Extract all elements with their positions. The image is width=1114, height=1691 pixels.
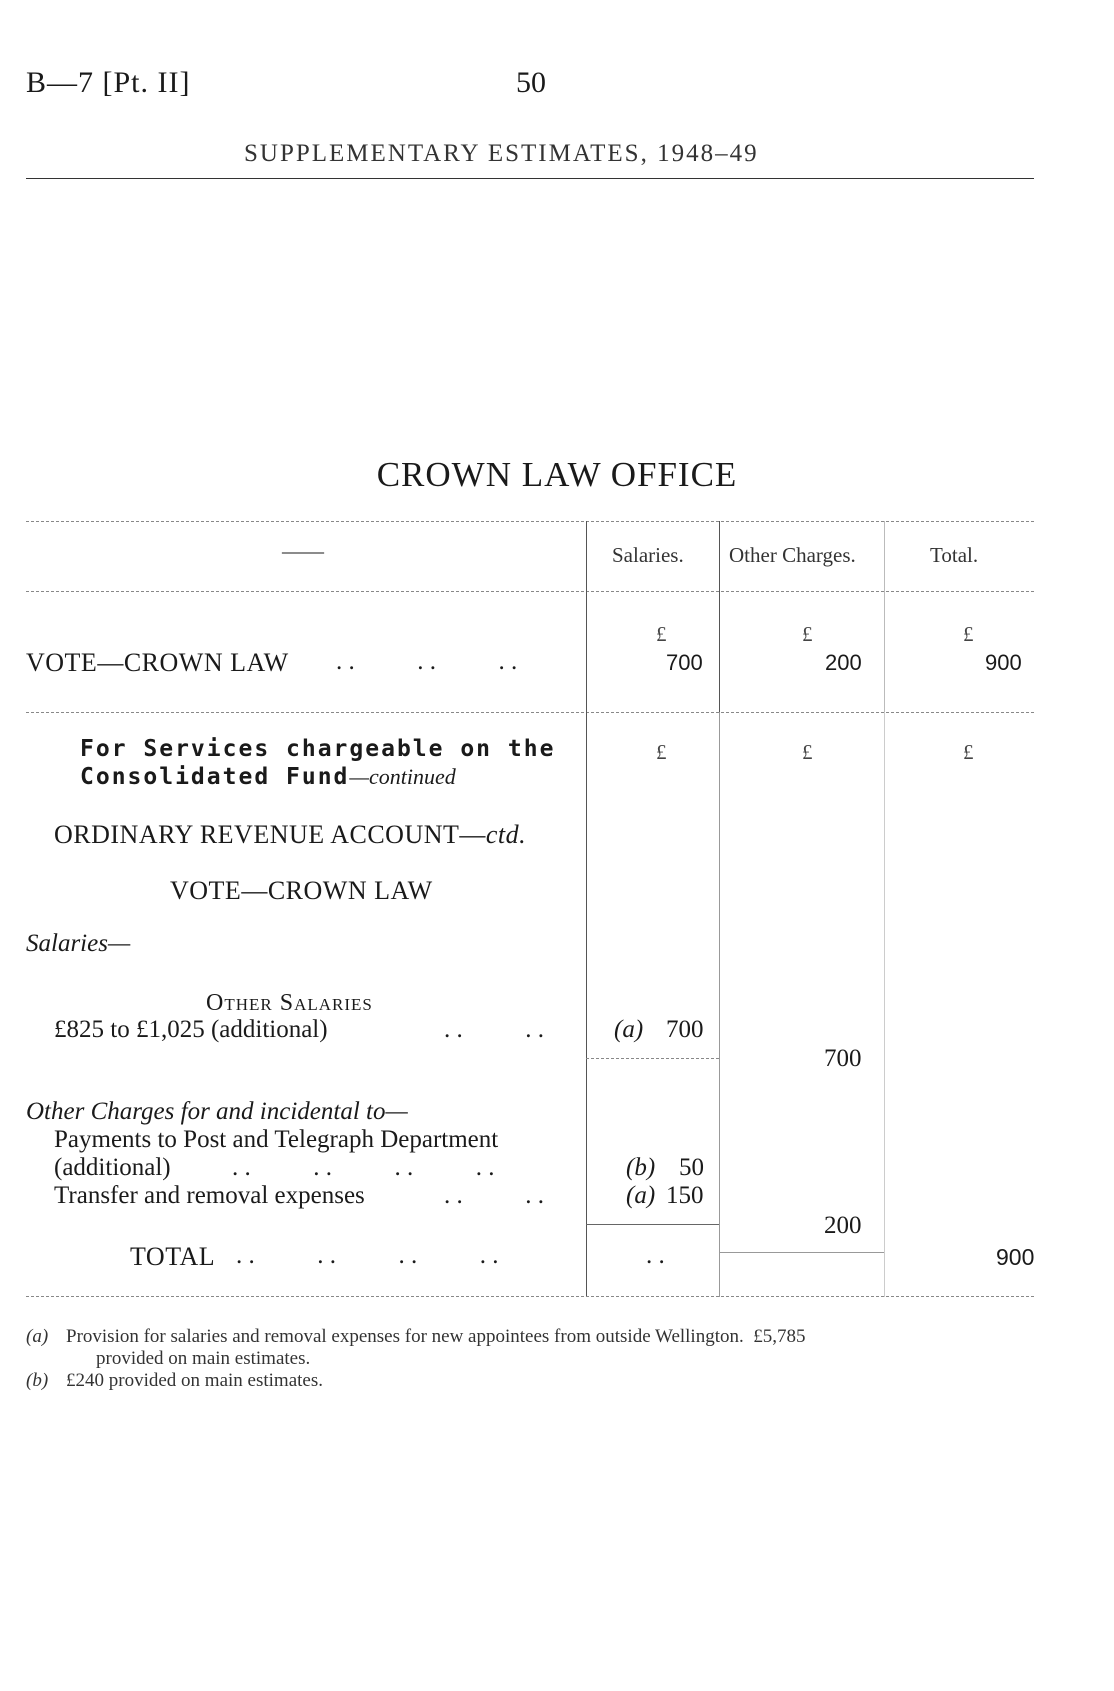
- publication-title: SUPPLEMENTARY ESTIMATES, 1948–49: [244, 140, 759, 167]
- other-charges-column-header: Other Charges.: [729, 543, 856, 567]
- vote-row-label: VOTE—CROWN LAW: [26, 648, 289, 677]
- vote-row-other-charges: 200: [825, 650, 862, 675]
- header-bottom-rule: [26, 591, 1034, 592]
- detail-bottom-rule: [26, 1296, 1034, 1297]
- charge-item-1-note: (b): [626, 1154, 656, 1181]
- salary-item-leaders: . . . .: [444, 1016, 544, 1043]
- total-row-total: 900: [996, 1244, 1035, 1270]
- detail-divider-1: [586, 712, 587, 1297]
- document-reference: B—7 [Pt. II]: [26, 66, 191, 99]
- charges-subtotal: 200: [824, 1212, 862, 1239]
- consolidated-fund-text: Consolidated Fund: [80, 764, 350, 790]
- services-heading-line1: For Services chargeable on the: [80, 736, 556, 762]
- total-row-leaders: . . . . . . . .: [236, 1242, 499, 1269]
- column-divider-1: [586, 521, 587, 713]
- charge-item-2-amount: 150: [666, 1182, 704, 1209]
- detail-salaries-currency: £: [656, 740, 667, 764]
- other-charges-heading: Other Charges for and incidental to—: [26, 1098, 408, 1125]
- vote-row-leaders: . . . . . .: [336, 648, 518, 675]
- continued-text: —continued: [349, 764, 456, 789]
- footnote-a-line2: provided on main estimates.: [96, 1348, 311, 1369]
- vote-row-total: 900: [985, 650, 1022, 675]
- total-row-salaries-cell: . .: [646, 1242, 665, 1269]
- charge-item-2-leaders: . . . .: [444, 1182, 544, 1209]
- salary-item-label: £825 to £1,025 (additional): [54, 1016, 328, 1043]
- detail-divider-2: [719, 712, 720, 1297]
- salaries-column-header: Salaries.: [612, 543, 684, 567]
- charge-item-1-line2: (additional): [54, 1154, 171, 1181]
- charge-item-1-amount: 50: [679, 1154, 704, 1181]
- salary-item-note: (a): [614, 1016, 644, 1043]
- footnote-a-marker: (a): [26, 1326, 49, 1347]
- footnote-b-line1: £240 provided on main estimates.: [66, 1370, 323, 1391]
- total-row-label: TOTAL: [130, 1242, 216, 1271]
- detail-total-currency: £: [963, 740, 974, 764]
- salaries-subtotal-rule: [586, 1058, 719, 1059]
- salaries-currency: £: [656, 622, 667, 646]
- salaries-subtotal: 700: [824, 1045, 862, 1072]
- total-column-header: Total.: [930, 543, 979, 567]
- charge-item-1-line1: Payments to Post and Telegraph Department: [54, 1126, 499, 1153]
- charge-item-2-note: (a): [626, 1182, 656, 1209]
- detail-other-charges-currency: £: [802, 740, 813, 764]
- table-top-rule: [26, 521, 1034, 522]
- charge-item-1-leaders: . . . . . . . .: [232, 1154, 495, 1181]
- account-heading-text: ORDINARY REVENUE ACCOUNT—: [54, 820, 486, 849]
- footnote-a-line1: Provision for salaries and removal expenses for new appointees from outside Wellington. £5,785: [66, 1326, 806, 1347]
- account-heading-ctd: ctd.: [485, 820, 527, 849]
- description-column-header: ——: [282, 539, 324, 563]
- total-rule: [719, 1252, 884, 1253]
- total-currency: £: [963, 622, 974, 646]
- footnote-b-marker: (b): [26, 1370, 49, 1391]
- account-heading: [54, 820, 526, 850]
- vote-row-salaries: 700: [666, 650, 703, 675]
- vote-heading: VOTE—CROWN LAW: [170, 876, 433, 905]
- other-salaries-heading: Other Salaries: [206, 990, 373, 1016]
- summary-bottom-rule: [26, 712, 1034, 713]
- column-divider-2: [719, 521, 720, 713]
- column-divider-3: [884, 521, 885, 713]
- services-heading-line2: [80, 764, 456, 790]
- other-charges-currency: £: [802, 622, 813, 646]
- salary-item-amount: 700: [666, 1016, 704, 1043]
- salaries-heading: Salaries—: [26, 930, 131, 957]
- charges-subtotal-rule: [586, 1224, 719, 1225]
- detail-divider-3: [884, 712, 885, 1297]
- page-number: 50: [516, 66, 546, 99]
- header-rule: [26, 178, 1034, 179]
- section-title: CROWN LAW OFFICE: [376, 455, 738, 494]
- charge-item-2-label: Transfer and removal expenses: [54, 1182, 365, 1209]
